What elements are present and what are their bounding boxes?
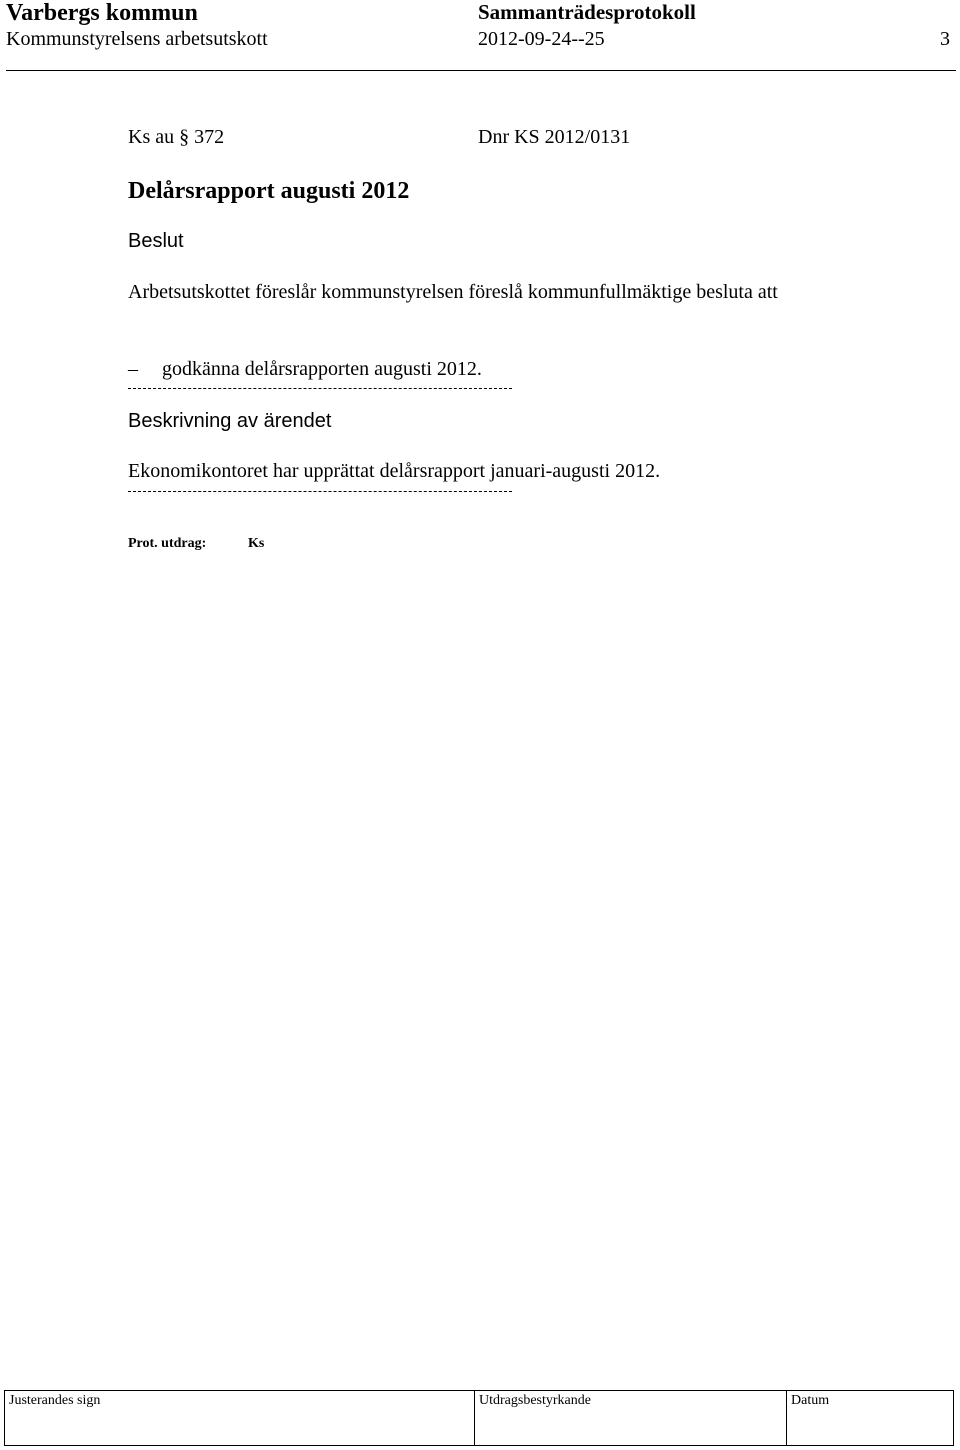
- decision-heading: Beslut: [128, 230, 184, 252]
- footer-date-cell: [787, 1391, 953, 1445]
- page-number: 3: [940, 28, 950, 50]
- bullet-dash: –: [128, 358, 138, 380]
- extract-label: Prot. utdrag:: [128, 536, 207, 551]
- description-end-dashline: [128, 491, 512, 492]
- footer-adjuster-sign-label: Justerandes sign: [9, 1393, 101, 1408]
- description-text: Ekonomikontoret har upprättat delårsrapport januari-augusti 2012.: [128, 460, 661, 482]
- decision-text: Arbetsutskottet föreslår kommunstyrelsen föreslå kommunfullmäktige besluta att: [128, 281, 778, 303]
- footer-date-label: Datum: [791, 1393, 830, 1408]
- signature-footer: [4, 1390, 954, 1446]
- diary-number: Dnr KS 2012/0131: [478, 126, 631, 148]
- meeting-date: 2012-09-24--25: [478, 28, 605, 50]
- decision-end-dashline: [128, 388, 512, 389]
- footer-extract-certifier-cell: [475, 1391, 787, 1445]
- decision-bullet: godkänna delårsrapporten augusti 2012.: [162, 358, 482, 380]
- organization-name: Varbergs kommun: [6, 0, 198, 26]
- extract-value: Ks: [248, 536, 265, 551]
- paragraph-reference: Ks au § 372: [128, 126, 225, 148]
- description-heading: Beskrivning av ärendet: [128, 410, 332, 432]
- header-divider: [6, 70, 956, 71]
- department-name: Kommunstyrelsens arbetsutskott: [6, 28, 268, 50]
- footer-adjuster-sign-cell: [5, 1391, 475, 1445]
- item-title: Delårsrapport augusti 2012: [128, 178, 410, 204]
- footer-extract-certifier-label: Utdragsbestyrkande: [479, 1393, 591, 1408]
- document-type: Sammanträdesprotokoll: [478, 0, 696, 24]
